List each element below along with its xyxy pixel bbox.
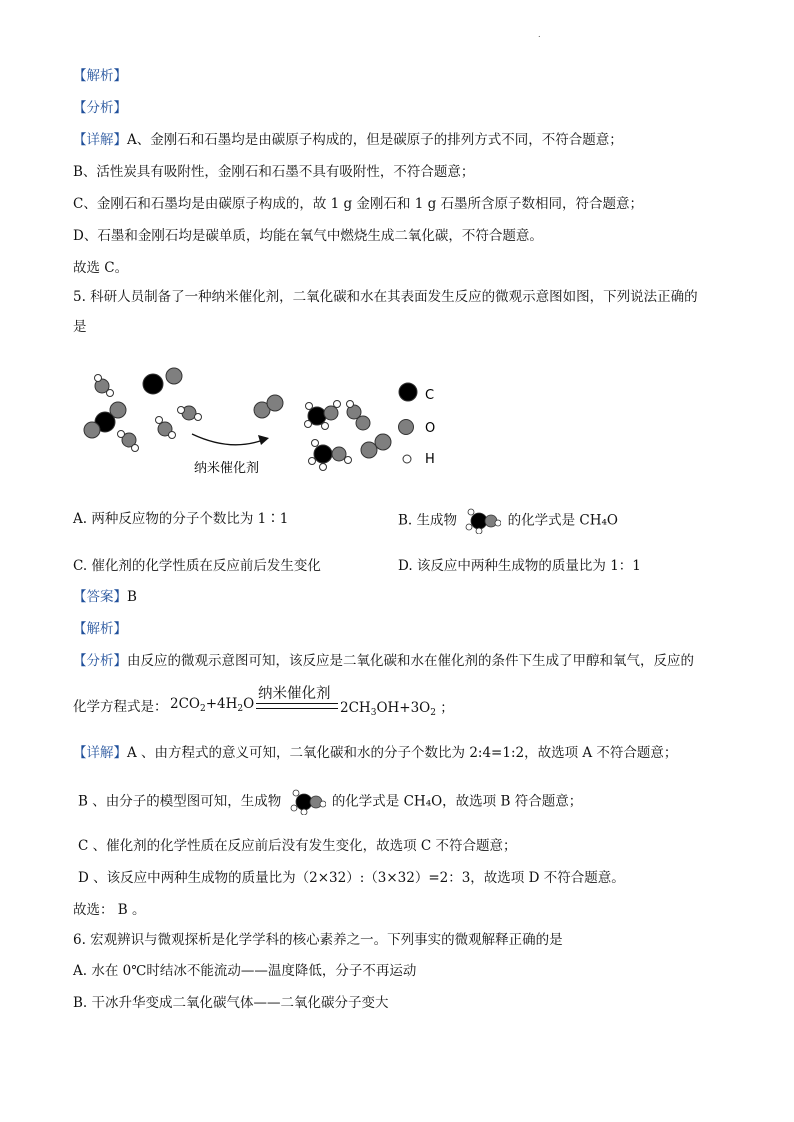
equation-condition: 纳米催化剂 (258, 686, 331, 702)
detail-text: A、金刚石和石墨均是由碳原子构成的，但是碳原子的排列方式不同，不符合题意； (127, 132, 623, 148)
legend-c-label: C (425, 388, 435, 403)
fenxi-text: 由反应的微观示意图可知，该反应是二氧化碳和水在催化剂的条件下生成了甲醇和氧气，反应的 (127, 653, 694, 669)
xiangjie-tag: 【详解】 (73, 132, 127, 148)
q5-option-c: C. 催化剂的化学性质在反应前后发生变化 (73, 558, 321, 574)
reaction-arrow (192, 434, 263, 445)
q6-stem: 6. 宏观辨识与微观探析是化学学科的核心素养之一。下列事实的微观解释正确的是 (73, 932, 563, 948)
option-b-prefix: B. 生成物 (398, 512, 458, 529)
o2-molecule (254, 395, 283, 418)
q5-option-b (398, 508, 618, 534)
o2-molecule (347, 401, 371, 431)
h2o-molecule (178, 406, 202, 421)
h2o-molecule (95, 375, 114, 397)
detail-b-suffix: 的化学式是 CH₄O，故选项 B 符合题意； (331, 793, 583, 810)
h2o-molecule (156, 417, 176, 439)
q5-stem-line1: 5. 科研人员制备了一种纳米催化剂，二氧化碳和水在其表面发生反应的微观示意图如图，下列说法正确的 (73, 289, 698, 305)
catalyst-label: 纳米催化剂 (194, 461, 260, 476)
detail-b-prefix: B 、由分子的模型图可知，生成物 (78, 793, 282, 810)
legend-o-label: O (425, 421, 436, 436)
ch3oh-molecule (309, 440, 352, 471)
q5-stem-line2: 是 (73, 319, 87, 335)
fenxi-tag: 【分析】 (73, 653, 127, 669)
q6-option-a: A. 水在 0℃时结冰不能流动——温度降低，分子不再运动 (73, 963, 417, 979)
answer-tag: 【答案】 (73, 589, 127, 605)
arrow-head (258, 435, 269, 445)
page-mark: . (538, 30, 541, 39)
option-b-suffix: 的化学式是 CH₄O (507, 512, 618, 529)
equation-tail: ； (440, 700, 454, 716)
legend-hydrogen-atom (403, 455, 411, 463)
xiangjie-tag: 【详解】 (73, 745, 127, 761)
q5-detail-b (78, 789, 582, 815)
detail-line-b: B、活性炭具有吸附性，金刚石和石墨不具有吸附性，不符合题意； (73, 164, 475, 180)
conclusion: 故选 C。 (73, 260, 129, 276)
q6-option-b: B. 干冰升华变成二氧化碳气体——二氧化碳分子变大 (73, 995, 389, 1011)
reaction-diagram (80, 350, 460, 485)
legend-h-label: H (425, 452, 435, 467)
q5-jiexi-tag: 【解析】 (73, 621, 127, 637)
answer-value: B (127, 589, 137, 605)
o2-molecule (361, 434, 391, 458)
q5-detail-a (73, 743, 677, 763)
q5-option-a: A. 两种反应物的分子个数比为 1∶1 (73, 511, 289, 527)
q5-detail-c: C 、催化剂的化学性质在反应前后没有发生变化，故选项 C 不符合题意； (78, 838, 517, 854)
detail-line-a (73, 130, 623, 150)
equation-products: $2CH_3OH+3O_2$ ； (340, 700, 454, 718)
legend-carbon-atom (399, 383, 417, 401)
equation-double-bar (256, 703, 338, 709)
q5-option-d: D. 该反应中两种生成物的质量比为 1：1 (398, 558, 641, 574)
legend-oxygen-atom (399, 420, 414, 435)
equation-intro: 化学方程式是： (73, 699, 168, 715)
methanol-model-icon (463, 508, 501, 534)
jiexi-tag: 【解析】 (73, 68, 127, 84)
co2-molecule (143, 368, 182, 394)
chemical-equation (170, 684, 460, 724)
equation-reactants: $2CO_2+4H_2O$ (170, 696, 255, 714)
q5-answer (73, 587, 137, 607)
q5-conclusion: 故选： B 。 (73, 902, 146, 918)
detail-line-d: D、石墨和金刚石均是碳单质，均能在氧气中燃烧生成二氧化碳，不符合题意。 (73, 228, 543, 244)
h2o-molecule (118, 431, 139, 452)
methanol-model-icon (288, 789, 326, 815)
ch3oh-molecule (305, 401, 341, 430)
detail-a-text: A 、由方程式的意义可知，二氧化碳和水的分子个数比为 2:4=1:2，故选项 A 不符合题意； (127, 745, 678, 761)
detail-line-c: C、金刚石和石墨均是由碳原子构成的，故 1 g 金刚石和 1 g 石墨所含原子数相同，符合题意； (73, 196, 644, 212)
q5-detail-d: D 、该反应中两种生成物的质量比为（2×32）:（3×32）=2：3，故选项 D 不符合题意。 (78, 870, 625, 886)
q5-fenxi (73, 651, 694, 671)
fenxi-tag: 【分析】 (73, 100, 127, 116)
